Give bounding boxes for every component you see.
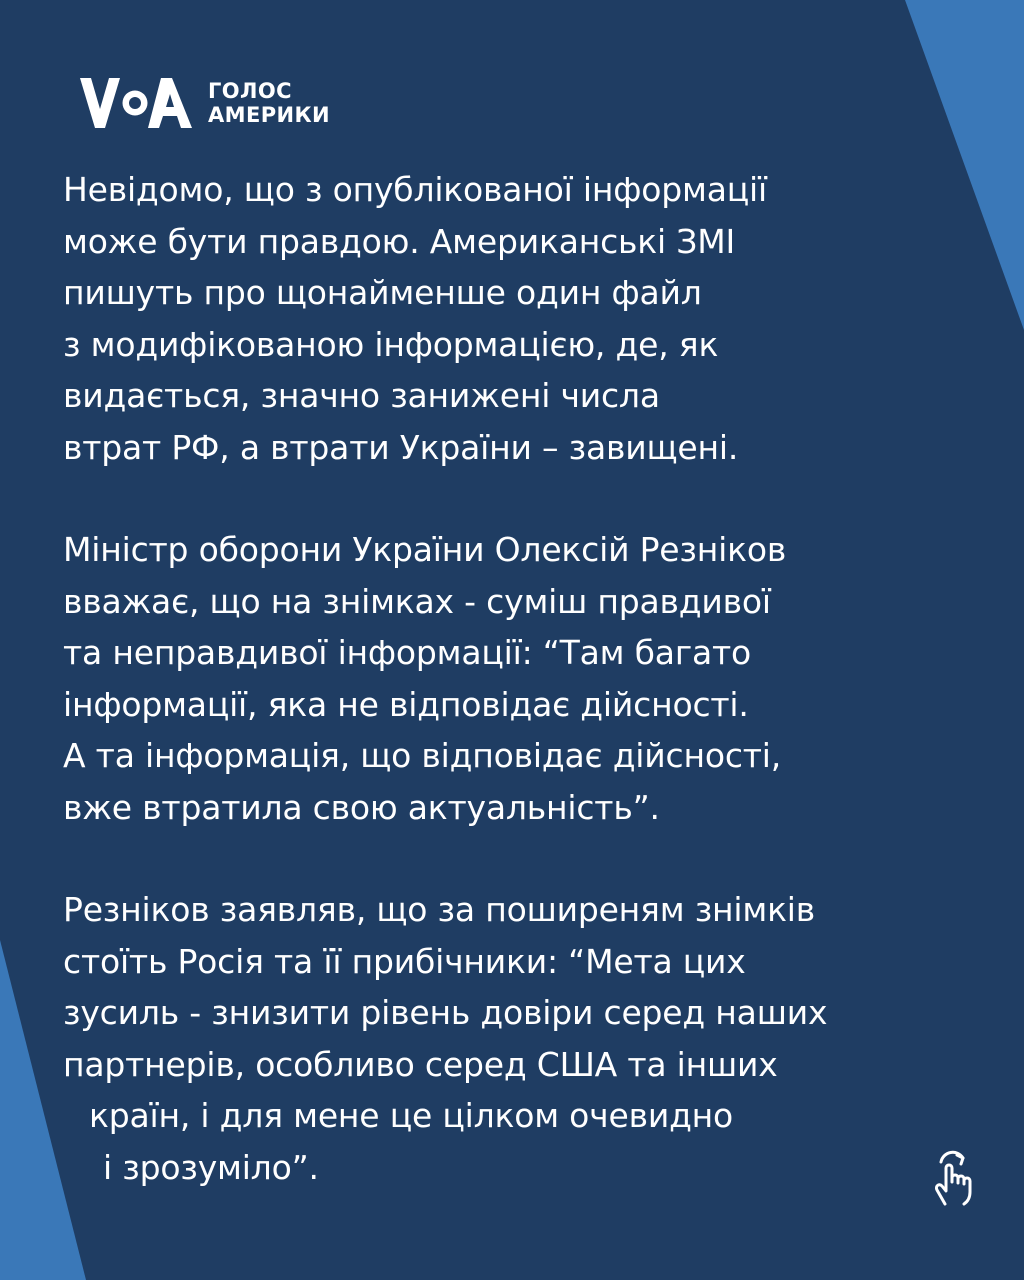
text-line: Резніков заявляв, що за поширеням знімків xyxy=(63,890,816,929)
brand-name xyxy=(208,79,330,127)
text-line: і зрозуміло”. xyxy=(103,1147,319,1187)
text-line: та неправдивої інформації: “Там багато xyxy=(63,633,751,672)
text-line: вважає, що на знімках - суміш правдивої xyxy=(63,581,771,621)
text-line: зусиль - знизити рівень довіри серед наших xyxy=(63,993,828,1032)
text-line: Міністр оборони України Олексій Резніков xyxy=(63,530,787,569)
swipe-hand-icon[interactable] xyxy=(927,1148,983,1210)
text-line: партнерів, особливо серед США та інших xyxy=(63,1044,778,1084)
text-line: може бути правдою. Американські ЗМІ xyxy=(63,221,736,261)
paragraph-2 xyxy=(63,524,963,833)
text-line: втрат РФ, а втрати України – завищені. xyxy=(63,427,739,467)
text-line: Невідомо, що з опублікованої інформації xyxy=(63,170,767,209)
text-line: пишуть про щонайменше один файл xyxy=(63,273,702,312)
paragraph-1 xyxy=(63,164,963,473)
brand-name-line1: ГОЛОС xyxy=(208,79,292,103)
text-line: з модифікованою інформацією, де, як xyxy=(63,324,719,364)
voa-logo xyxy=(80,76,330,130)
voa-logo-mark xyxy=(80,76,194,130)
text-line: А та інформація, що відповідає дійсності, xyxy=(63,736,782,775)
text-line: вже втратила свою актуальність”. xyxy=(63,787,660,827)
paragraph-3 xyxy=(63,884,963,1193)
text-line: видається, значно занижені числа xyxy=(63,376,660,415)
text-line: інформації, яка не відповідає дійсності. xyxy=(63,684,749,724)
text-line: стоїть Росія та її прибічники: “Мета цих xyxy=(63,941,746,981)
brand-name-line2: АМЕРИКИ xyxy=(208,103,331,127)
text-line: країн, і для мене це цілком очевидно xyxy=(89,1096,734,1135)
article-body xyxy=(63,164,963,1193)
